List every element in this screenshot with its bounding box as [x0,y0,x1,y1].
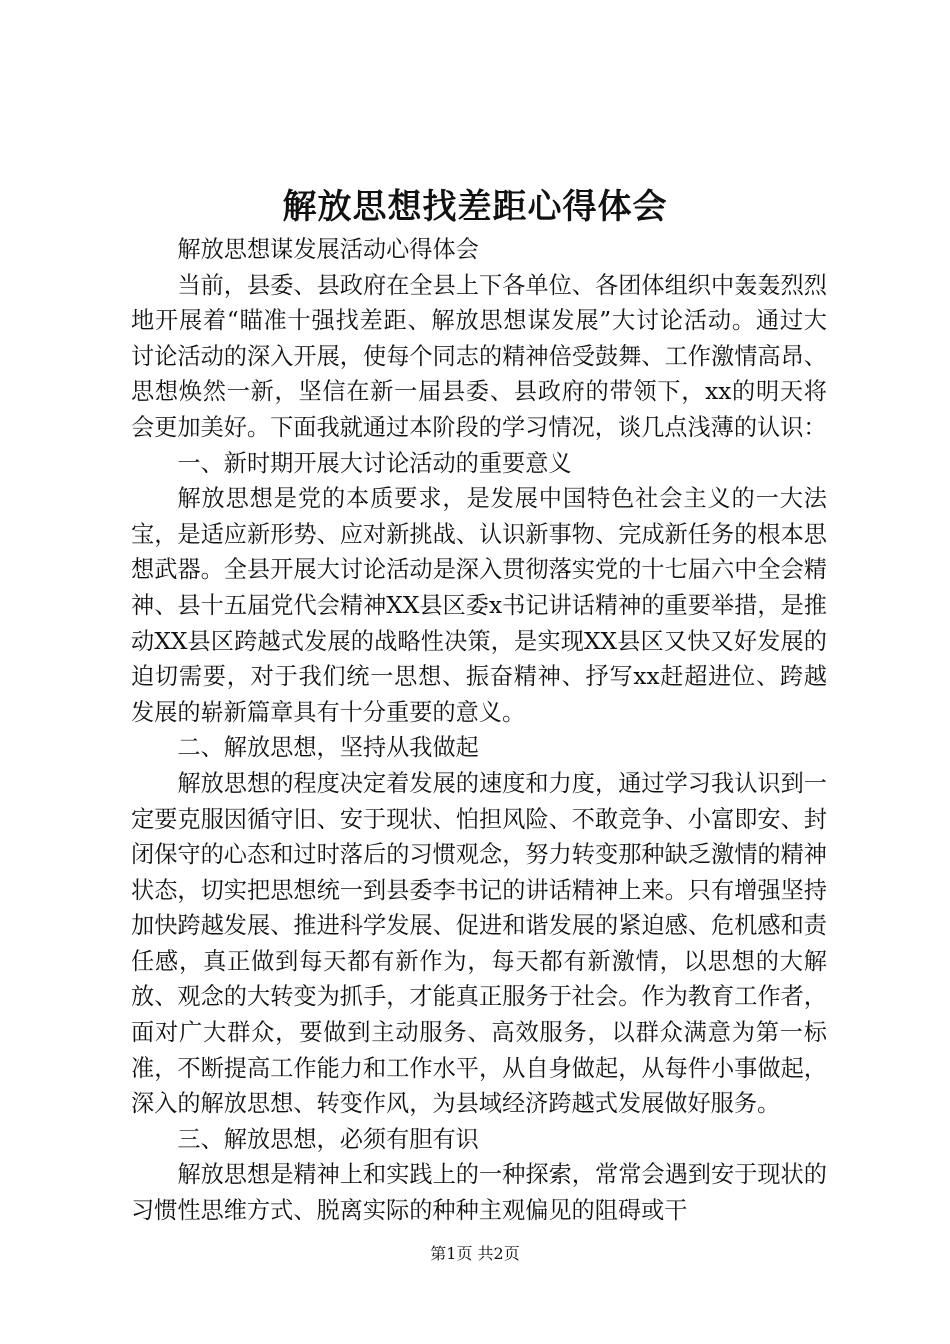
paragraph-section-1: 解放思想是党的本质要求，是发展中国特色社会主义的一大法宝，是适应新形势、应对新挑战、认识新事物、完成新任务的根本思想武器。全县开展大讨论活动是深入贯彻落实党的十七届六中全会精神、县十五届党代会精神XX县区委x书记讲话精神的重要举措，是推动XX县区跨越式发展的战略性决策，是实现XX县区又快又好发展的迫切需要，对于我们统一思想、振奋精神、抒写xx赶超进位、跨越发展的崭新篇章具有十分重要的意义。 [131,485,827,726]
document-title: 解放思想找差距心得体会 [282,187,668,227]
paragraph-section-2: 解放思想的程度决定着发展的速度和力度，通过学习我认识到一定要克服因循守旧、安于现状、怕担风险、不敢竞争、小富即安、封闭保守的心态和过时落后的习惯观念，努力转变那种缺乏激情的精神状态，切实把思想统一到县委李书记的讲话精神上来。只有增强坚持加快跨越发展、推进科学发展、促进和谐发展的紧迫感、危机感和责任感，真正做到每天都有新作为，每天都有新激情，以思想的大解放、观念的大转变为抓手，才能真正服务于社会。作为教育工作者，面对广大群众，要做到主动服务、高效服务，以群众满意为第一标准，不断提高工作能力和工作水平，从自身做起，从每件小事做起，深入的解放思想、转变作风，为县域经济跨越式发展做好服务。 [131,769,827,1118]
section-heading-1: 一、新时期开展大讨论活动的重要意义 [177,449,572,477]
section-heading-2: 二、解放思想，坚持从我做起 [177,734,479,762]
paragraph-intro: 当前，县委、县政府在全县上下各单位、各团体组织中轰轰烈烈地开展着“瞄准十强找差距、解放思想谋发展”大讨论活动。通过大讨论活动的深入开展，使每个同志的精神倍受鼓舞、工作激情高昂、思想焕然一新，坚信在新一届县委、县政府的带领下，xx的明天将会更加美好。下面我就通过本阶段的学习情况，谈几点浅薄的认识： [131,271,827,441]
document-body [131,232,827,1229]
paragraph-section-3: 解放思想是精神上和实践上的一种探索，常常会遇到安于现状的习惯性思维方式、脱离实际的种种主观偏见的阻碍或干 [131,1161,827,1225]
section-heading-3: 三、解放思想，必须有胆有识 [177,1125,479,1153]
page-footer: 第1页 共2页 [430,1244,520,1263]
paragraph-subtitle: 解放思想谋发展活动心得体会 [177,236,479,263]
